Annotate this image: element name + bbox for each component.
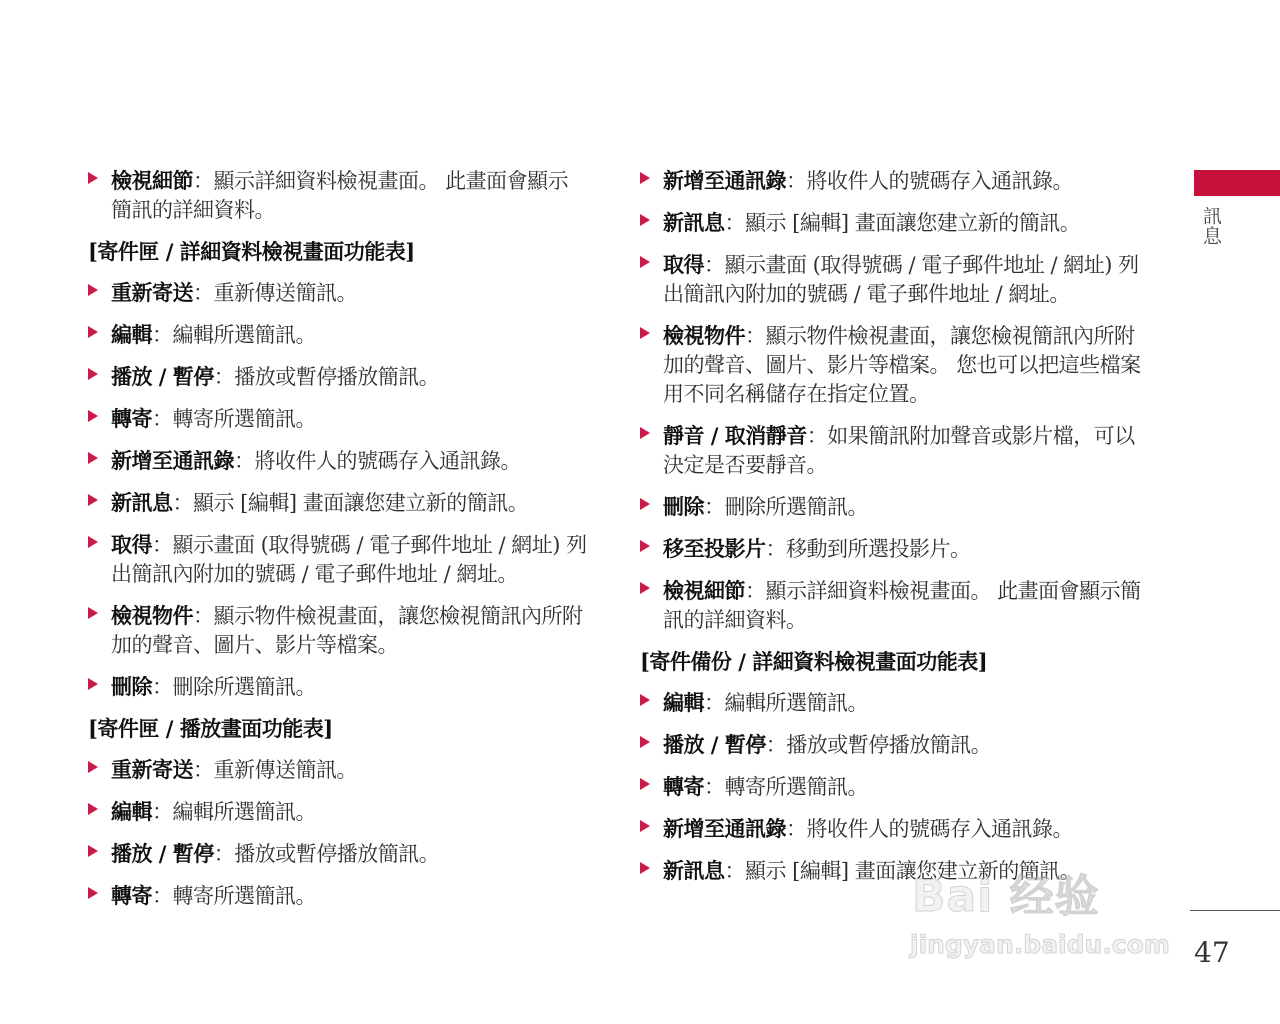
triangle-bullet-icon <box>88 845 98 857</box>
section-heading: [寄件備份 / 詳細資料檢視畫面功能表] <box>640 649 988 674</box>
menu-option-item <box>640 250 1145 309</box>
menu-option-item <box>640 772 1145 802</box>
triangle-bullet-icon <box>640 862 650 874</box>
triangle-bullet-icon <box>640 256 650 268</box>
option-description: ：編輯所選簡訊。 <box>704 691 868 715</box>
option-description: ：播放或暫停播放簡訊。 <box>213 365 440 389</box>
option-term: 轉寄 <box>111 883 152 908</box>
option-term: 檢視物件 <box>111 603 193 628</box>
menu-option-item <box>88 530 588 589</box>
option-term: 檢視細節 <box>663 578 745 603</box>
option-term: 檢視物件 <box>663 323 745 348</box>
menu-option-item <box>88 446 588 476</box>
option-term: 刪除 <box>111 674 152 699</box>
triangle-bullet-icon <box>88 761 98 773</box>
menu-option-item <box>640 492 1145 522</box>
triangle-bullet-icon <box>88 368 98 380</box>
triangle-bullet-icon <box>88 326 98 338</box>
option-term: 靜音 / 取消靜音 <box>663 423 807 448</box>
option-description: ：重新傳送簡訊。 <box>193 758 357 782</box>
menu-option-item <box>88 797 588 827</box>
menu-option-item <box>640 814 1145 844</box>
option-description: ：轉寄所選簡訊。 <box>704 775 868 799</box>
option-description: ：顯示物件檢視畫面，讓您檢視簡訊內所附加的聲音、圖片、影片等檔案。 <box>111 604 583 657</box>
option-term: 播放 / 暫停 <box>111 364 214 389</box>
option-term: 轉寄 <box>111 406 152 431</box>
option-description: ：刪除所選簡訊。 <box>704 495 868 519</box>
triangle-bullet-icon <box>88 887 98 899</box>
triangle-bullet-icon <box>640 582 650 594</box>
triangle-bullet-icon <box>640 540 650 552</box>
option-term: 移至投影片 <box>663 536 766 561</box>
option-description: ：顯示畫面 (取得號碼 / 電子郵件地址 / 網址) 列出簡訊內附加的號碼 / 電子郵件地址 / 網址。 <box>663 253 1139 306</box>
menu-option-item <box>88 755 588 785</box>
option-description: ：編輯所選簡訊。 <box>152 323 316 347</box>
option-description: ：顯示 [編輯] 畫面讓您建立新的簡訊。 <box>172 491 529 515</box>
triangle-bullet-icon <box>640 214 650 226</box>
triangle-bullet-icon <box>640 498 650 510</box>
triangle-bullet-icon <box>640 694 650 706</box>
option-term: 新訊息 <box>663 210 725 235</box>
option-description: ：顯示畫面 (取得號碼 / 電子郵件地址 / 網址) 列出簡訊內附加的號碼 / 電子郵件地址 / 網址。 <box>111 533 587 586</box>
triangle-bullet-icon <box>88 494 98 506</box>
option-description: ：如果簡訊附加聲音或影片檔，可以決定是否要靜音。 <box>663 424 1135 477</box>
option-description: ：顯示物件檢視畫面，讓您檢視簡訊內所附加的聲音、圖片、影片等檔案。 您也可以把這些檔案用不同名稱儲存在指定位置。 <box>663 324 1141 406</box>
triangle-bullet-icon <box>640 736 650 748</box>
menu-option-item <box>88 488 588 518</box>
option-term: 播放 / 暫停 <box>111 841 214 866</box>
option-description: ：顯示詳細資料檢視畫面。 此畫面會顯示簡訊的詳細資料。 <box>111 169 569 222</box>
menu-option-item <box>640 576 1145 635</box>
option-term: 轉寄 <box>663 774 704 799</box>
option-description: ：移動到所選投影片。 <box>765 537 971 561</box>
triangle-bullet-icon <box>640 820 650 832</box>
menu-option-item <box>88 362 588 392</box>
menu-option-item <box>88 320 588 350</box>
menu-option-item <box>88 404 588 434</box>
menu-option-item <box>640 208 1145 238</box>
menu-option-item <box>88 672 588 702</box>
menu-option-item <box>88 881 588 911</box>
option-description: ：將收件人的號碼存入通訊錄。 <box>234 449 521 473</box>
triangle-bullet-icon <box>88 172 98 184</box>
option-description: ：顯示 [編輯] 畫面讓您建立新的簡訊。 <box>724 211 1081 235</box>
triangle-bullet-icon <box>640 778 650 790</box>
menu-option-item <box>88 278 588 308</box>
watermark <box>910 860 1210 970</box>
option-term: 新增至通訊錄 <box>111 448 234 473</box>
option-term: 重新寄送 <box>111 280 193 305</box>
triangle-bullet-icon <box>88 536 98 548</box>
menu-option-item <box>640 688 1145 718</box>
option-term: 重新寄送 <box>111 757 193 782</box>
option-term: 新訊息 <box>663 858 725 883</box>
option-description: ：顯示詳細資料檢視畫面。 此畫面會顯示簡訊的詳細資料。 <box>663 579 1141 632</box>
section-tab-label: 訊息 <box>1200 206 1222 246</box>
section-heading: [寄件匣 / 詳細資料檢視畫面功能表] <box>88 239 415 264</box>
triangle-bullet-icon <box>88 410 98 422</box>
option-term: 新增至通訊錄 <box>663 816 786 841</box>
option-term: 編輯 <box>111 799 152 824</box>
option-description: ：播放或暫停播放簡訊。 <box>213 842 440 866</box>
option-description: ：播放或暫停播放簡訊。 <box>765 733 992 757</box>
right-column <box>640 166 1145 898</box>
triangle-bullet-icon <box>88 452 98 464</box>
triangle-bullet-icon <box>88 678 98 690</box>
watermark-brand: Bai 经验 <box>912 871 1100 922</box>
triangle-bullet-icon <box>640 327 650 339</box>
menu-option-item <box>640 166 1145 196</box>
menu-option-item <box>640 730 1145 760</box>
option-description: ：將收件人的號碼存入通訊錄。 <box>786 169 1073 193</box>
option-term: 取得 <box>663 252 704 277</box>
menu-option-item <box>88 839 588 869</box>
triangle-bullet-icon <box>88 607 98 619</box>
triangle-bullet-icon <box>640 427 650 439</box>
option-description: ：顯示 [編輯] 畫面讓您建立新的簡訊。 <box>724 859 1081 883</box>
option-term: 新訊息 <box>111 490 173 515</box>
page-number: 47 <box>1194 936 1230 969</box>
option-description: ：編輯所選簡訊。 <box>152 800 316 824</box>
option-term: 編輯 <box>111 322 152 347</box>
option-description: ：重新傳送簡訊。 <box>193 281 357 305</box>
menu-option-item <box>640 421 1145 480</box>
option-description: ：轉寄所選簡訊。 <box>152 884 316 908</box>
triangle-bullet-icon <box>640 172 650 184</box>
triangle-bullet-icon <box>88 284 98 296</box>
option-term: 新增至通訊錄 <box>663 168 786 193</box>
option-term: 取得 <box>111 532 152 557</box>
section-heading: [寄件匣 / 播放畫面功能表] <box>88 716 333 741</box>
option-description: ：刪除所選簡訊。 <box>152 675 316 699</box>
option-description: ：將收件人的號碼存入通訊錄。 <box>786 817 1073 841</box>
menu-option-item <box>640 534 1145 564</box>
option-term: 刪除 <box>663 494 704 519</box>
menu-option-item <box>88 166 588 225</box>
menu-option-item <box>640 321 1145 409</box>
option-term: 編輯 <box>663 690 704 715</box>
triangle-bullet-icon <box>88 803 98 815</box>
option-term: 播放 / 暫停 <box>663 732 766 757</box>
option-description: ：轉寄所選簡訊。 <box>152 407 316 431</box>
left-column <box>88 166 588 923</box>
menu-option-item <box>88 601 588 660</box>
section-tab-marker <box>1194 170 1280 196</box>
watermark-url: jingyan.baidu.com <box>910 930 1170 959</box>
option-term: 檢視細節 <box>111 168 193 193</box>
